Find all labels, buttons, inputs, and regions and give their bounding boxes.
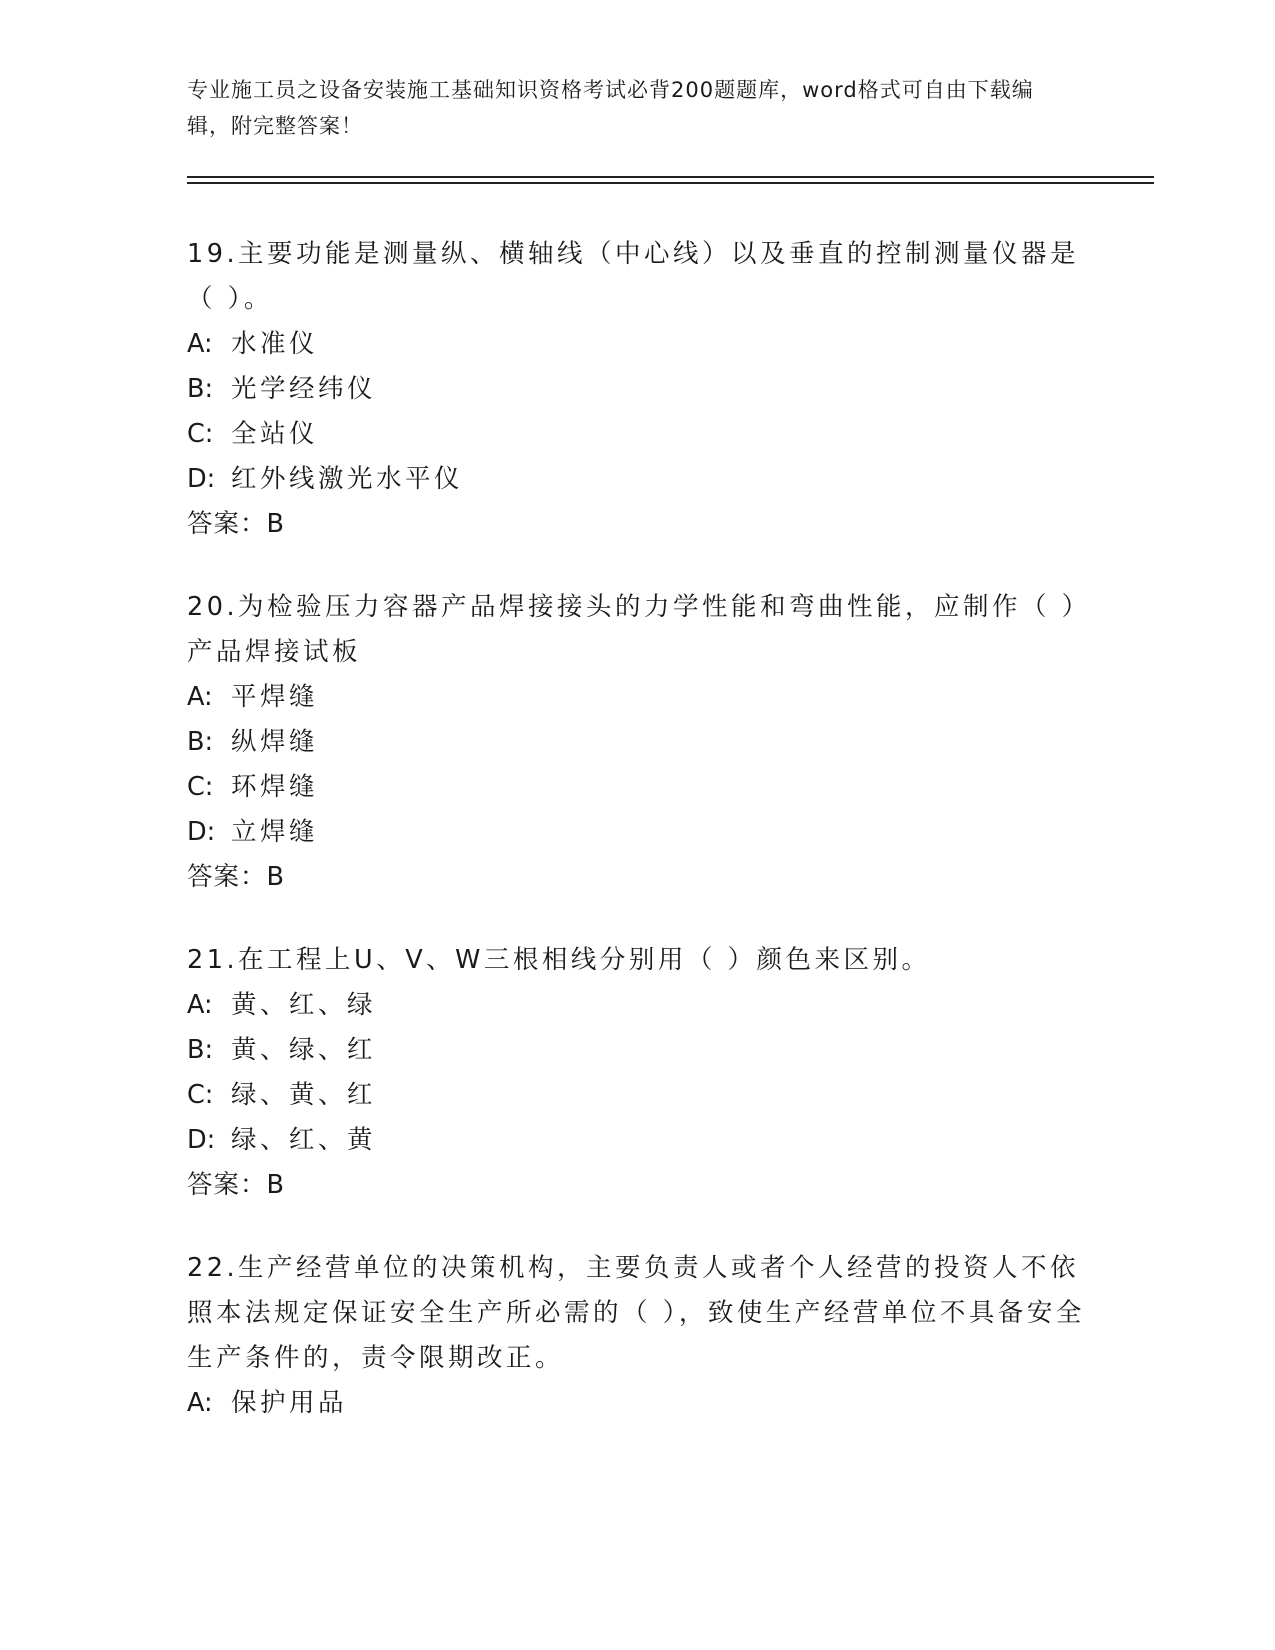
- option-key: C:: [187, 419, 214, 449]
- option-text: 纵焊缝: [231, 727, 319, 757]
- question-22: [187, 1246, 1087, 1426]
- header-divider-bottom: [187, 182, 1154, 184]
- answer-line: 答案：B: [187, 509, 285, 539]
- option-b: [187, 367, 1087, 412]
- option-text: 光学经纬仪: [231, 374, 377, 404]
- question-20: [187, 585, 1087, 900]
- option-text: 绿、红、黄: [231, 1125, 377, 1155]
- option-a: [187, 1381, 1087, 1426]
- option-text: 全站仪: [231, 419, 319, 449]
- option-key: D:: [187, 1125, 216, 1155]
- option-key: A:: [187, 329, 213, 359]
- question-stem: 20.为检验压力容器产品焊接接头的力学性能和弯曲性能，应制作（ ）产品焊接试板: [187, 592, 1078, 667]
- option-a: [187, 675, 1087, 720]
- option-key: A:: [187, 682, 213, 712]
- option-c: [187, 765, 1087, 810]
- header-divider-top: [187, 176, 1154, 178]
- option-text: 环焊缝: [231, 772, 319, 802]
- question-stem: 21.在工程上U、V、W三根相线分别用（ ）颜色来区别。: [187, 945, 931, 975]
- option-key: B:: [187, 727, 214, 757]
- question-21: [187, 938, 1087, 1208]
- option-key: B:: [187, 1035, 214, 1065]
- option-text: 立焊缝: [231, 817, 319, 847]
- option-key: A:: [187, 1388, 213, 1418]
- answer-line: 答案：B: [187, 1170, 285, 1200]
- answer-line: 答案：B: [187, 862, 285, 892]
- question-19: [187, 232, 1087, 547]
- option-text: 保护用品: [231, 1388, 348, 1418]
- option-key: D:: [187, 464, 216, 494]
- option-key: D:: [187, 817, 216, 847]
- option-c: [187, 1073, 1087, 1118]
- option-text: 红外线激光水平仪: [231, 464, 464, 494]
- option-text: 黄、绿、红: [231, 1035, 377, 1065]
- option-d: [187, 810, 1087, 855]
- option-a: [187, 322, 1087, 367]
- option-text: 平焊缝: [231, 682, 319, 712]
- document-header: 专业施工员之设备安装施工基础知识资格考试必背200题题库，word格式可自由下载编辑，附完整答案！: [187, 78, 1034, 138]
- option-b: [187, 720, 1087, 765]
- option-a: [187, 983, 1087, 1028]
- question-stem: 19.主要功能是测量纵、横轴线（中心线）以及垂直的控制测量仪器是（ ）。: [187, 239, 1080, 314]
- option-text: 水准仪: [231, 329, 319, 359]
- option-c: [187, 412, 1087, 457]
- option-key: A:: [187, 990, 213, 1020]
- option-key: C:: [187, 772, 214, 802]
- question-list: [187, 232, 1087, 1464]
- option-key: C:: [187, 1080, 214, 1110]
- option-d: [187, 457, 1087, 502]
- option-b: [187, 1028, 1087, 1073]
- question-stem: 22.生产经营单位的决策机构，主要负责人或者个人经营的投资人不依照本法规定保证安全生产所必需的（ ），致使生产经营单位不具备安全生产条件的，责令限期改正。: [187, 1253, 1085, 1373]
- option-text: 黄、红、绿: [231, 990, 377, 1020]
- option-text: 绿、黄、红: [231, 1080, 377, 1110]
- option-d: [187, 1118, 1087, 1163]
- option-key: B:: [187, 374, 214, 404]
